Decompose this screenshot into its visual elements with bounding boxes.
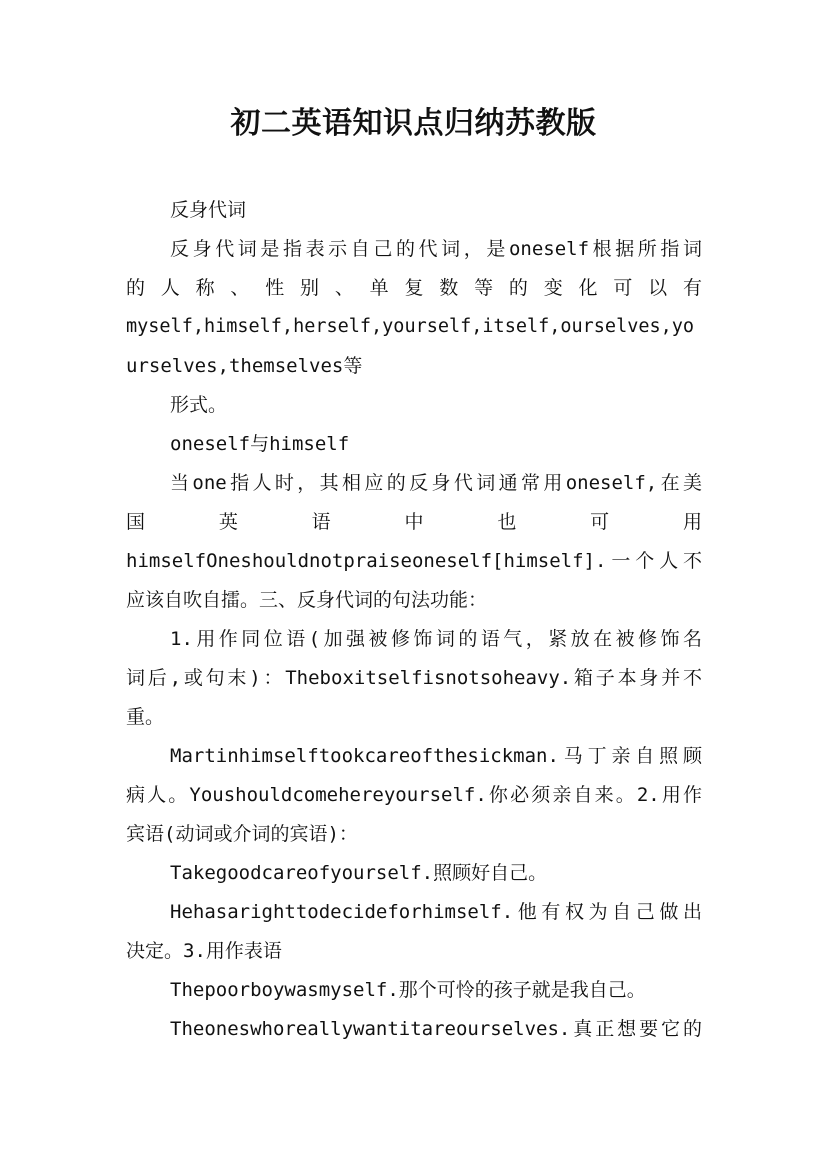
text-line: 当one指人时，其相应的反身代词通常用oneself,在美 — [170, 472, 702, 494]
text-line: 决定。3.用作表语 — [126, 940, 282, 962]
text-line: oneself与himself — [170, 433, 350, 455]
text-line: urselves,themselves等 — [126, 355, 363, 377]
text-line: 形式。 — [170, 394, 228, 416]
text-line: Hehasarighttodecideforhimself.他有权为自己做出 — [170, 901, 702, 923]
text-line: 反身代词是指表示自己的代词，是oneself根据所指词 — [170, 238, 702, 260]
text-line: 应该自吹自擂。三、反身代词的句法功能： — [126, 589, 488, 611]
text-line: Theoneswhoreallywantitareourselves.真正想要它的 — [170, 1018, 702, 1040]
text-line: 病人。Youshouldcomehereyourself.你必须亲自来。2.用作 — [126, 784, 702, 806]
document-title: 初二英语知识点归纳苏教版 — [230, 106, 597, 141]
text-line: 词后,或句末)：Theboxitselfisnotsoheavy.箱子本身并不 — [126, 667, 702, 689]
text-line: Thepoorboywasmyself.那个可怜的孩子就是我自己。 — [170, 979, 646, 1001]
text-line: 宾语(动词或介词的宾语)： — [126, 823, 358, 845]
text-line: 反身代词 — [170, 199, 247, 221]
text-line: 1.用作同位语(加强被修饰词的语气，紧放在被修饰名 — [170, 628, 702, 650]
text-line: 的 人 称 、 性 别 、 单 复 数 等 的 变 化 可 以 有 — [126, 277, 702, 299]
text-line: Takegoodcareofyourself.照顾好自己。 — [170, 862, 548, 884]
text-line: 国 英 语 中 也 可 用 — [126, 511, 702, 533]
text-line: Martinhimselftookcareofthesickman.马丁亲自照顾 — [170, 745, 702, 767]
text-line: 重。 — [126, 706, 165, 728]
text-line: myself,himself,herself,yourself,itself,ourselves,yo — [126, 316, 695, 337]
text-line: himselfOneshouldnotpraiseoneself[himself].一个人不 — [126, 550, 702, 572]
